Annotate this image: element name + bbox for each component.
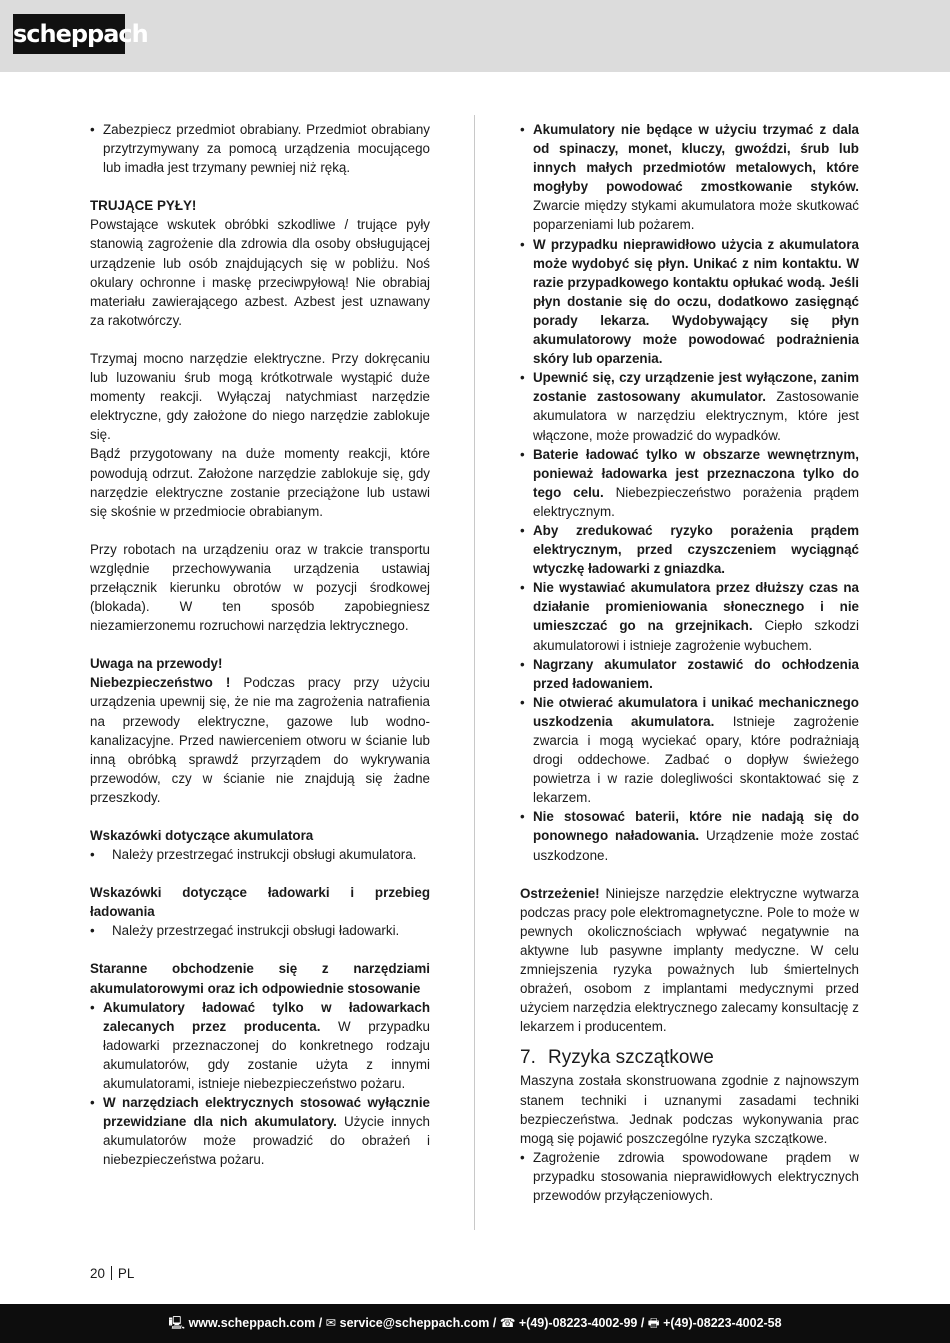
charger-title: Wskazówki dotyczące ładowarki i przebieg ładowania <box>90 885 430 920</box>
safety-item-bold: Akumulatory nie będące w użyciu trzymać z dala od spinaczy, monet, kluczy, gwoździ, śrub lub innych małych przedmiotów metalowych, które mogłyby powodować zmostkowanie styków. <box>533 122 859 195</box>
safety-item-bold: Nie stosować baterii, które nie nadają się do ponownego naładowania. <box>533 809 859 844</box>
warning-label: Ostrzeżenie! <box>520 885 600 901</box>
care-title: Staranne obchodzenie się z narzędziami akumulatorowymi oraz ich odpowiednie stosowanie <box>90 961 430 996</box>
wires-text: Podczas pracy przy użyciu urządzenia upewnij się, że nie ma zagrożenia natrafienia na przewody elektryczne, gazowe lub wodno-kanalizacyjne. Przed nawierceniem otworu w ścianie lub inną obróbką sprawdź przyrządem do wykrywania przewodów, czy w ścianie nie znajdują się żadne przeszkody. <box>90 675 430 805</box>
bullet-icon: • <box>90 847 95 863</box>
safety-item-bold: Nagrzany akumulator zostawić do ochłodzenia przed ładowaniem. <box>533 656 859 691</box>
list-item <box>520 807 859 864</box>
footer-email[interactable]: service@scheppach.com <box>339 1316 490 1330</box>
list-item <box>520 368 859 444</box>
care-item-bold: W narzędziach elektrycznych stosować wyłącznie przewidziane dla nich akumulatory. <box>103 1095 430 1130</box>
bullet-icon: • <box>520 1149 525 1165</box>
left-column <box>90 120 430 1170</box>
page-header <box>0 0 950 72</box>
list-item <box>520 693 859 808</box>
footer-web[interactable]: www.scheppach.com <box>188 1316 316 1330</box>
column-divider <box>474 115 475 1230</box>
safety-item-text: Niebezpieczeństwo porażenia prądem elektrycznym. <box>533 484 859 519</box>
list-item <box>90 921 430 940</box>
page-separator <box>111 1266 112 1280</box>
page-number-value: 20 <box>90 1266 105 1281</box>
toxic-dust-title: TRUJĄCE PYŁY! <box>90 198 197 214</box>
hold-tool-text-1: Trzymaj mocno narzędzie elektryczne. Przy dokręcaniu lub luzowaniu śrub mogą krótkotrwale wystąpić duże momenty reakcji. Wyłączaj natychmiast narzędzie elektryczne, gdy założone do niego narzędzie zablokuje się. <box>90 350 430 443</box>
list-item <box>520 521 859 578</box>
bullet-icon: • <box>520 656 525 672</box>
list-item <box>520 120 859 235</box>
bullet-icon: • <box>520 236 525 252</box>
wires-paragraph <box>90 673 430 807</box>
section-heading <box>520 1046 859 1070</box>
safety-item-bold: Aby zredukować ryzyko porażenia prądem elektrycznym, przed czyszczeniem wyciągnąć wtyczkę ładowarki z gniazdka. <box>533 522 859 577</box>
section-number: 7. <box>520 1047 536 1069</box>
footer-separator: / <box>489 1316 500 1330</box>
battery-item: Należy przestrzegać instrukcji obsługi akumulatora. <box>112 847 417 863</box>
bullet-icon: • <box>520 122 525 137</box>
workpiece-text: Zabezpiecz przedmiot obrabiany. Przedmiot obrabiany przytrzymywany za pomocą urządzenia mocującego lub imadła jest trzymany pewniej niż ręką. <box>103 122 430 176</box>
bullet-icon: • <box>520 580 525 596</box>
footer-separator: / <box>315 1316 326 1330</box>
charger-item: Należy przestrzegać instrukcji obsługi ładowarki. <box>112 923 400 939</box>
bullet-icon: • <box>520 522 525 538</box>
section-title: Ryzyka szczątkowe <box>548 1047 714 1069</box>
footer-phone: +(49)-08223-4002-99 <box>518 1316 638 1330</box>
care-item-text: W przypadku ładowarki przeznaczonej do konkretnego rodzaju akumulatorów, gdy zostanie użyta z innymi akumulatorami, istnieje niebezpieczeństwo pożaru. <box>103 1018 430 1092</box>
bullet-icon: • <box>90 923 95 939</box>
safety-item-text: Ciepło szkodzi akumulatorowi i istnieje zagrożenie wybuchem. <box>533 618 859 653</box>
bullet-icon: • <box>520 446 525 462</box>
page-language: PL <box>117 1266 135 1281</box>
safety-item-text: Zwarcie między stykami akumulatora może skutkować poparzeniami lub pożarem. <box>533 198 859 233</box>
battery-title: Wskazówki dotyczące akumulatora <box>90 828 314 843</box>
care-item-text: Użycie innych akumulatorów może prowadzić do obrażeń i niebezpieczeństwa pożaru. <box>103 1114 430 1168</box>
residual-risk-item: Zagrożenie zdrowia spowodowane prądem w przypadku stosowania nieprawidłowych elektrycznych przewodów przyłączeniowych. <box>533 1149 859 1203</box>
phone-icon: ☎ <box>499 1316 516 1330</box>
bullet-icon: • <box>520 809 525 825</box>
warning-text: Niniejsze narzędzie elektryczne wytwarza podczas pracy pole elektromagnetyczne. Pole to może w pewnych okolicznościach wpływać negatywnie na aktywne lub pasywne implanty medyczne. W celu zmniejszenia ryzyka poważnych lub śmiertelnych obrażeń, osobom z implantami medycznymi przed użyciem narzędzia elektrycznego zalecamy konsultację z lekarzem i producentem. <box>520 885 859 1035</box>
page-number <box>90 1264 134 1283</box>
wires-title: Uwaga na przewody! <box>90 656 223 672</box>
safety-item-bold: Baterie ładować tylko w obszarze wewnętrznym, ponieważ ładowarka jest przeznaczona tylko do tego celu. <box>533 446 859 500</box>
list-item <box>90 845 430 864</box>
list-item <box>90 998 430 1093</box>
transport-text: Przy robotach na urządzeniu oraz w trakcie transportu względnie przechowywania urządzenia ustawiaj przełącznik kierunku obrotów w pozycji środkowej (blokada). W ten sposób zapobiegniesz niezamierzonemu rozruchowi narzędzia lektrycznego. <box>90 541 430 634</box>
list-item <box>520 578 859 654</box>
fax-icon: 🖶 <box>647 1316 660 1330</box>
safety-item-text: Zastosowanie akumulatora w narzędziu elektrycznym, które jest włączone, może prowadzić do wypadków. <box>533 389 859 443</box>
list-item <box>90 1093 430 1169</box>
list-item <box>520 445 859 521</box>
bullet-icon: • <box>90 122 95 137</box>
computer-icon: 🖳 <box>168 1316 186 1330</box>
bullet-icon: • <box>90 999 95 1015</box>
safety-item-text: Urządzenie może zostać uszkodzone. <box>533 828 859 863</box>
hold-tool-text-2: Bądź przygotowany na duże momenty reakcji, które powodują odrzut. Założone narzędzie zablokuje się, gdy narzędzie elektryczne zostanie przeciążone lub ustawi się skośnie w przedmiocie obrabianym. <box>90 446 430 519</box>
right-column <box>520 120 859 1205</box>
list-item <box>90 120 430 177</box>
list-item <box>520 655 859 693</box>
mail-icon: ✉ <box>325 1316 337 1330</box>
safety-item-bold: Nie otwierać akumulatora i unikać mechanicznego uszkodzenia akumulatora. <box>533 694 859 729</box>
danger-label: Niebezpieczeństwo ! <box>90 675 231 691</box>
residual-risk-text: Maszyna została skonstruowana zgodnie z najnowszym stanem techniki i uznanymi zasadami techniki bezpieczeństwa. Jednak podczas wykonywania prac mogą się pojawić poszczególne ryzyka szczątkowe. <box>520 1073 859 1146</box>
safety-item-bold: W przypadku nieprawidłowo użycia z akumulatora może wydobyć się płyn. Unikać z nim kontaktu. W razie przypadkowego kontaktu opłukać wodą. Jeśli płyn dostanie się do oczu, dodatkowo zasięgnąć porady lekarza. Wydobywający się płyn akumulatorowy może powodować podrażnienia skóry lub oparzenia. <box>533 236 859 367</box>
toxic-dust-text: Powstające wskutek obróbki szkodliwe / trujące pyły stanowią zagrożenie dla zdrowia dla osoby obsługującej urządzenie lub osób znajdujących się w pobliżu. Noś okulary ochronne i maskę przeciwpyłową! Nie obrabiaj materiału zawierającego azbest. Azbest jest uznawany za rakotwórczy. <box>90 217 430 328</box>
safety-item-bold: Nie wystawiać akumulatora przez dłuższy czas na działanie promieniowania słonecznego i nie umieszczać go na grzejnikach. <box>533 580 859 634</box>
list-item <box>520 1148 859 1205</box>
care-item-bold: Akumulatory ładować tylko w ładowarkach zalecanych przez producenta. <box>103 999 430 1034</box>
bullet-icon: • <box>90 1095 95 1111</box>
safety-item-text: Istnieje zagrożenie zwarcia i mogą wyciekać opary, które podrażniają drogi oddechowe. Zadbać o dopływ świeżego powietrza i w razie dolegliwości skontaktować się z lekarzem. <box>533 713 859 806</box>
footer-fax: +(49)-08223-4002-58 <box>663 1316 782 1330</box>
safety-item-bold: Upewnić się, czy urządzenie jest wyłączone, zanim zostanie zastosowany akumulator. <box>533 370 859 405</box>
list-item <box>520 235 859 369</box>
page-footer <box>0 1304 950 1343</box>
bullet-icon: • <box>520 370 525 386</box>
footer-separator: / <box>637 1316 648 1330</box>
emf-warning <box>520 884 859 1037</box>
brand-logo: scheppach <box>13 14 125 54</box>
bullet-icon: • <box>520 694 525 710</box>
